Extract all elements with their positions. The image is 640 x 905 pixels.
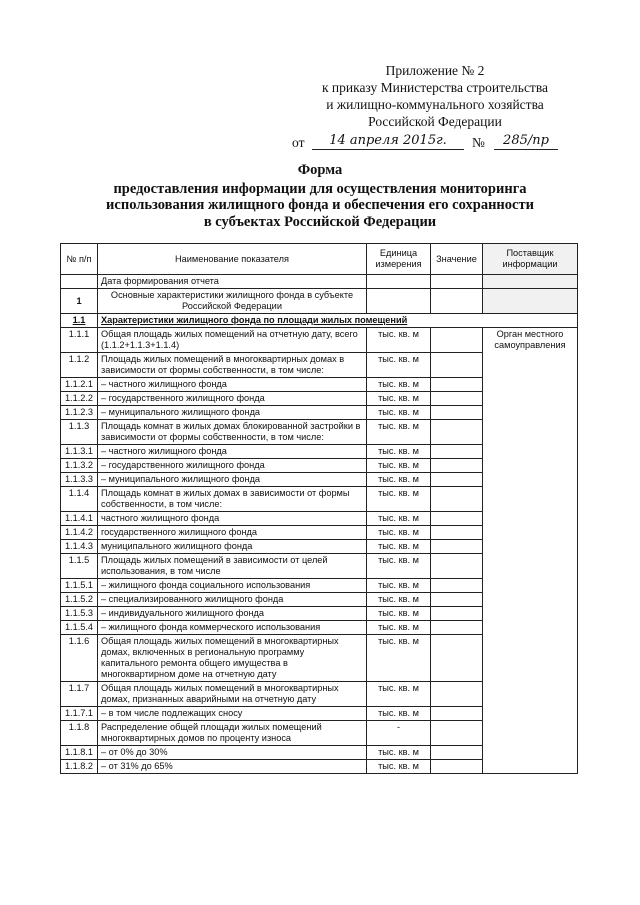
row-value xyxy=(431,746,483,760)
header-num: № п/п xyxy=(61,244,98,275)
row-value xyxy=(431,635,483,682)
table-row xyxy=(61,328,578,353)
row-value xyxy=(431,540,483,554)
row-number: 1.1.1 xyxy=(61,328,98,353)
row-unit: тыс. кв. м xyxy=(367,445,431,459)
order-date-handwritten: 14 апреля 2015г. xyxy=(312,132,464,150)
section-name: Основные характеристики жилищного фонда в субъекте Российской Федерации xyxy=(98,289,367,314)
row-unit: тыс. кв. м xyxy=(367,328,431,353)
row-value xyxy=(431,593,483,607)
row-value xyxy=(431,512,483,526)
row-unit: - xyxy=(367,721,431,746)
row-value xyxy=(431,621,483,635)
row-value xyxy=(431,328,483,353)
row-value xyxy=(431,707,483,721)
form-title xyxy=(60,162,580,230)
title-form-word: Форма xyxy=(297,162,343,178)
row-number: 1.1.2.2 xyxy=(61,392,98,406)
row-number: 1.1.8 xyxy=(61,721,98,746)
row-indicator-name: – специализированного жилищного фонда xyxy=(98,593,367,607)
row-unit: тыс. кв. м xyxy=(367,579,431,593)
row-indicator-name: Общая площадь жилых помещений на отчетную дату, всего (1.1.2+1.1.3+1.1.4) xyxy=(98,328,367,353)
row-unit: тыс. кв. м xyxy=(367,512,431,526)
row-indicator-name: – от 31% до 65% xyxy=(98,760,367,774)
row-indicator-name: – частного жилищного фонда xyxy=(98,445,367,459)
row-unit: тыс. кв. м xyxy=(367,635,431,682)
row-unit: тыс. кв. м xyxy=(367,746,431,760)
row-indicator-name: – частного жилищного фонда xyxy=(98,378,367,392)
row-number: 1.1.4.2 xyxy=(61,526,98,540)
row-indicator-name: – в том числе подлежащих сносу xyxy=(98,707,367,721)
row-value xyxy=(431,353,483,378)
row-indicator-name: – жилищного фонда коммерческого использования xyxy=(98,621,367,635)
appendix-block xyxy=(290,62,580,152)
row-unit: тыс. кв. м xyxy=(367,540,431,554)
row-unit: тыс. кв. м xyxy=(367,707,431,721)
row-number: 1.1.7.1 xyxy=(61,707,98,721)
order-date-number xyxy=(290,132,580,152)
row-number: 1.1.4.3 xyxy=(61,540,98,554)
row-unit: тыс. кв. м xyxy=(367,353,431,378)
row-unit: тыс. кв. м xyxy=(367,392,431,406)
row-number: 1.1.2 xyxy=(61,353,98,378)
row-indicator-name: – жилищного фонда социального использования xyxy=(98,579,367,593)
order-number-handwritten: 285/пр xyxy=(494,132,558,150)
row-value xyxy=(431,420,483,445)
row-value xyxy=(431,579,483,593)
row-indicator-name: Общая площадь жилых помещений в многоквартирных домах, признанных аварийными на отчетную дату xyxy=(98,682,367,707)
row-number: 1.1.5 xyxy=(61,554,98,579)
row-indicator-name: – муниципального жилищного фонда xyxy=(98,473,367,487)
row-unit: тыс. кв. м xyxy=(367,420,431,445)
row-unit: тыс. кв. м xyxy=(367,621,431,635)
appendix-country-line: Российской Федерации xyxy=(368,114,502,129)
row-number: 1.1.4.1 xyxy=(61,512,98,526)
number-label: № xyxy=(472,135,485,150)
row-number: 1.1.3.1 xyxy=(61,445,98,459)
header-value: Значение xyxy=(431,244,483,275)
row-indicator-name: – от 0% до 30% xyxy=(98,746,367,760)
row-value xyxy=(431,445,483,459)
row-unit: тыс. кв. м xyxy=(367,607,431,621)
row-number: 1.1.4 xyxy=(61,487,98,512)
header-unit: Единица измерения xyxy=(367,244,431,275)
row-unit: тыс. кв. м xyxy=(367,406,431,420)
appendix-order-line: к приказу Министерства строительства xyxy=(321,80,549,95)
from-label: от xyxy=(292,135,305,150)
row-number: 1.1.3.3 xyxy=(61,473,98,487)
subsection-row xyxy=(61,314,578,328)
title-line-2: предоставления информации для осуществления мониторинга xyxy=(113,180,527,197)
row-number: 1.1.6 xyxy=(61,635,98,682)
row-value xyxy=(431,721,483,746)
row-indicator-name: – муниципального жилищного фонда xyxy=(98,406,367,420)
row-indicator-name: – государственного жилищного фонда xyxy=(98,392,367,406)
row-unit: тыс. кв. м xyxy=(367,487,431,512)
row-indicator-name: Общая площадь жилых помещений в многоквартирных домах, включенных в региональную программу капитального ремонта общего имущества в многоквартирном доме на отчетную дату xyxy=(98,635,367,682)
row-indicator-name: – индивидуального жилищного фонда xyxy=(98,607,367,621)
row-value xyxy=(431,378,483,392)
row-indicator-name: Площадь жилых помещений в многоквартирных домах в зависимости от формы собственности, в том числе: xyxy=(98,353,367,378)
row-unit: тыс. кв. м xyxy=(367,473,431,487)
row-value xyxy=(431,459,483,473)
row-unit: тыс. кв. м xyxy=(367,760,431,774)
row-number: 1.1.5.1 xyxy=(61,579,98,593)
row-value xyxy=(431,554,483,579)
header-name: Наименование показателя xyxy=(98,244,367,275)
header-provider: Поставщик информации xyxy=(483,244,578,275)
title-line-3: использования жилищного фонда и обеспечения его сохранности xyxy=(106,197,534,213)
indicators-table xyxy=(60,243,578,774)
row-unit: тыс. кв. м xyxy=(367,682,431,707)
table-header-row xyxy=(61,244,578,275)
row-value xyxy=(431,526,483,540)
row-number: 1.1.5.3 xyxy=(61,607,98,621)
row-unit: тыс. кв. м xyxy=(367,593,431,607)
section-num: 1 xyxy=(61,289,98,314)
row-number: 1.1.3 xyxy=(61,420,98,445)
row-value xyxy=(431,392,483,406)
row-unit: тыс. кв. м xyxy=(367,554,431,579)
row-indicator-name: Площадь комнат в жилых домах блокированной застройки в зависимости от формы собственности, в том числе: xyxy=(98,420,367,445)
subsection-name: Характеристики жилищного фонда по площади жилых помещений xyxy=(98,314,578,328)
row-value xyxy=(431,473,483,487)
section-row xyxy=(61,289,578,314)
row-indicator-name: Площадь жилых помещений в зависимости от целей использования, в том числе xyxy=(98,554,367,579)
row-value xyxy=(431,682,483,707)
report-date-row xyxy=(61,275,578,289)
row-indicator-name: – государственного жилищного фонда xyxy=(98,459,367,473)
row-number: 1.1.7 xyxy=(61,682,98,707)
row-provider: Орган местного самоуправления xyxy=(483,328,578,774)
row-value xyxy=(431,760,483,774)
row-number: 1.1.8.2 xyxy=(61,760,98,774)
row-number: 1.1.2.3 xyxy=(61,406,98,420)
row-unit: тыс. кв. м xyxy=(367,378,431,392)
row-number: 1.1.2.1 xyxy=(61,378,98,392)
row-value xyxy=(431,406,483,420)
row-indicator-name: частного жилищного фонда xyxy=(98,512,367,526)
subsection-num: 1.1 xyxy=(61,314,98,328)
row-number: 1.1.8.1 xyxy=(61,746,98,760)
row-indicator-name: Распределение общей площади жилых помещений многоквартирных домов по проценту износа xyxy=(98,721,367,746)
row-indicator-name: Площадь комнат в жилых домах в зависимости от формы собственности, в том числе: xyxy=(98,487,367,512)
row-number: 1.1.5.4 xyxy=(61,621,98,635)
report-date-label: Дата формирования отчета xyxy=(98,275,367,289)
row-number: 1.1.5.2 xyxy=(61,593,98,607)
row-indicator-name: государственного жилищного фонда xyxy=(98,526,367,540)
appendix-ministry-line: и жилищно-коммунального хозяйства xyxy=(326,97,544,112)
row-value xyxy=(431,607,483,621)
row-unit: тыс. кв. м xyxy=(367,526,431,540)
row-unit: тыс. кв. м xyxy=(367,459,431,473)
title-line-4: в субъектах Российской Федерации xyxy=(203,213,437,230)
row-value xyxy=(431,487,483,512)
row-indicator-name: муниципального жилищного фонда xyxy=(98,540,367,554)
row-number: 1.1.3.2 xyxy=(61,459,98,473)
appendix-title: Приложение № 2 xyxy=(385,63,485,78)
